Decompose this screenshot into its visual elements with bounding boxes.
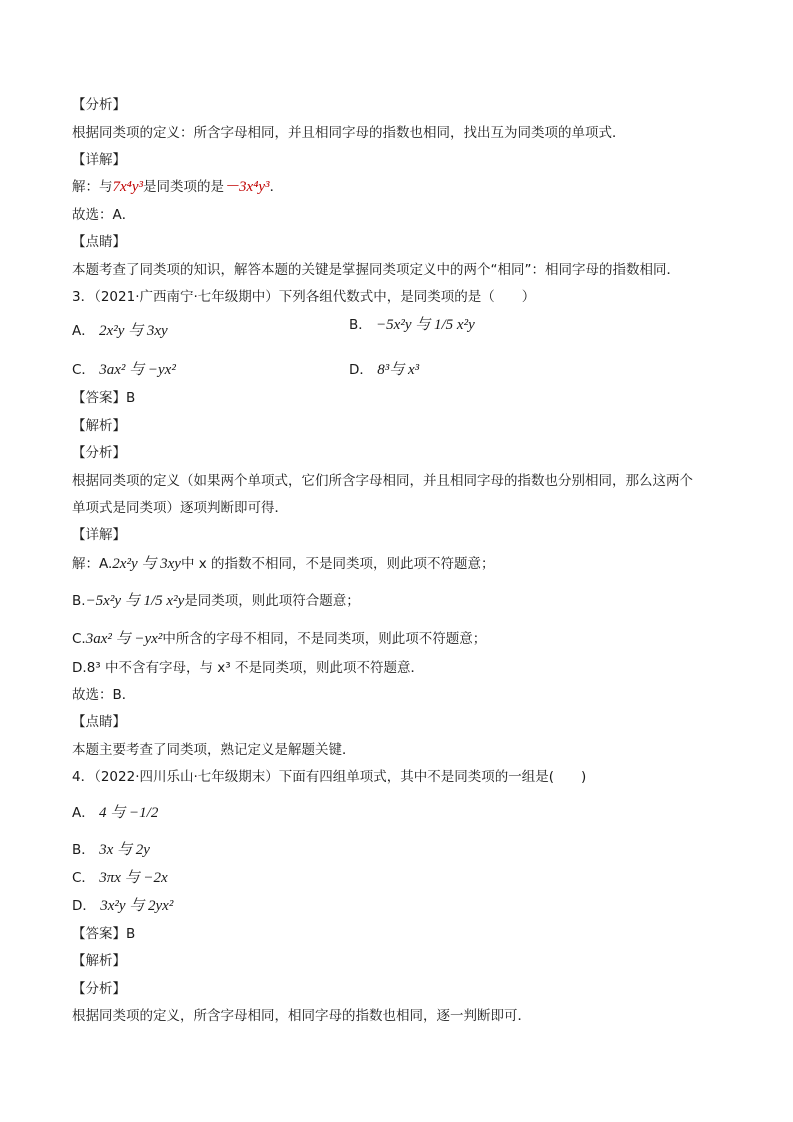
q3-detail-c xyxy=(72,630,486,648)
q3-detail-b-expr: −5x²y 与 1/5 x²y xyxy=(85,593,185,609)
q3-analysis-line-1: 根据同类项的定义（如果两个单项式，它们所含字母相同，并且相同字母的指数也分别相同，那么这两个 xyxy=(72,473,693,489)
q3-detail-d xyxy=(72,659,424,677)
q3-detail-a-text: 中 x 的指数不相同，不是同类项，则此项不符题意； xyxy=(180,556,495,572)
detail-end: ． xyxy=(269,179,284,195)
q4-analysis-text: 根据同类项的定义，所含字母相同，相同字母的指数也相同，逐一判断即可． xyxy=(72,1008,531,1024)
comment-heading: 【点睛】 xyxy=(72,234,126,250)
q3-stem: 3．（2021·广西南宁·七年级期中）下列各组代数式中，是同类项的是（ ） xyxy=(72,289,536,305)
q3-detail-heading: 【详解】 xyxy=(72,527,126,543)
q3-detail-d-prefix: D. xyxy=(72,660,87,676)
analysis-text: 根据同类项的定义：所含字母相同，并且相同字母的指数也相同，找出互为同类项的单项式． xyxy=(72,125,626,141)
q3-comment-text: 本题主要考查了同类项，熟记定义是解题关键． xyxy=(72,742,356,758)
comment-text: 本题考查了同类项的知识，解答本题的关键是掌握同类项定义中的两个“相同”：相同字母的指数相同． xyxy=(72,262,680,278)
choice-line: 故选：A． xyxy=(72,207,136,223)
q4-stem: 4．（2022·四川乐山·七年级期末）下面有四组单项式，其中不是同类项的一组是( ) xyxy=(72,769,587,785)
q4-option-d-expr: 3x²y 与 2yx² xyxy=(100,898,174,914)
q4-analysis-heading: 【分析】 xyxy=(72,981,126,997)
q3-detail-c-prefix: C. xyxy=(72,631,86,647)
q3-analysis-heading: 【分析】 xyxy=(72,445,126,461)
q3-detail-a-expr: 2x²y 与 3xy xyxy=(112,556,181,572)
q4-option-b xyxy=(72,841,150,859)
q3-detail-c-expr: 3ax² 与 −yx² xyxy=(85,631,163,647)
detail-heading: 【详解】 xyxy=(72,152,126,168)
q4-solution-heading: 【解析】 xyxy=(72,953,126,969)
q4-option-c xyxy=(72,869,168,887)
q4-option-b-expr: 3x 与 2y xyxy=(99,842,150,858)
detail-line xyxy=(72,178,283,196)
q3-choice: 故选：B． xyxy=(72,687,136,703)
expr-neg3x4y3: －3x⁴y³ xyxy=(224,179,270,195)
q3-option-d-label: D． xyxy=(349,362,373,378)
q4-option-b-label: B． xyxy=(72,842,95,858)
q3-option-c-label: C． xyxy=(72,362,95,378)
q4-option-d-label: D． xyxy=(72,898,96,914)
q4-option-d xyxy=(72,897,173,915)
q4-option-a xyxy=(72,804,158,822)
q3-comment-heading: 【点睛】 xyxy=(72,714,126,730)
q4-option-c-label: C． xyxy=(72,870,95,886)
q3-detail-c-text: 中所含的字母不相同，不是同类项，则此项不符题意； xyxy=(162,631,487,647)
q3-detail-a xyxy=(72,555,495,573)
q3-detail-b xyxy=(72,592,360,610)
q3-detail-d-text: ，则此项不符题意． xyxy=(302,660,424,676)
detail-prefix: 解：与 xyxy=(72,179,113,195)
q4-option-a-label: A． xyxy=(72,805,95,821)
q4-option-c-expr: 3πx 与 −2x xyxy=(99,870,168,886)
q3-detail-d-expr: 8³ 中不含有字母，与 x³ 不是同类项 xyxy=(86,660,303,676)
q3-detail-b-text: 是同类项，则此项符合题意； xyxy=(184,593,360,609)
q3-option-c-expr: 3ax² 与 −yx² xyxy=(99,362,176,378)
q3-solution-heading: 【解析】 xyxy=(72,418,126,434)
q3-option-c xyxy=(72,361,176,379)
q3-option-a-expr: 2x²y 与 3xy xyxy=(99,323,168,339)
q4-option-a-expr: 4 与 −1/2 xyxy=(99,805,159,821)
detail-mid: 是同类项的是 xyxy=(143,179,225,195)
q3-analysis-line-2: 单项式是同类项）逐项判断即可得． xyxy=(72,500,288,516)
q3-detail-b-prefix: B. xyxy=(72,593,86,609)
q3-option-a-label: A． xyxy=(72,323,95,339)
q3-option-b-label: B． xyxy=(349,317,372,333)
expr-7x4y3: 7x⁴y³ xyxy=(112,179,144,195)
q3-option-d xyxy=(349,361,419,379)
q3-option-d-expr: 8³与 x³ xyxy=(377,362,420,378)
analysis-heading: 【分析】 xyxy=(72,97,126,113)
q3-detail-a-prefix: 解：A. xyxy=(72,556,113,572)
q4-answer: 【答案】B xyxy=(72,926,136,942)
q3-option-a xyxy=(72,322,168,340)
q3-option-b-expr: −5x²y 与 1/5 x²y xyxy=(376,317,475,333)
q3-answer: 【答案】B xyxy=(72,390,136,406)
q3-option-b xyxy=(349,316,475,334)
